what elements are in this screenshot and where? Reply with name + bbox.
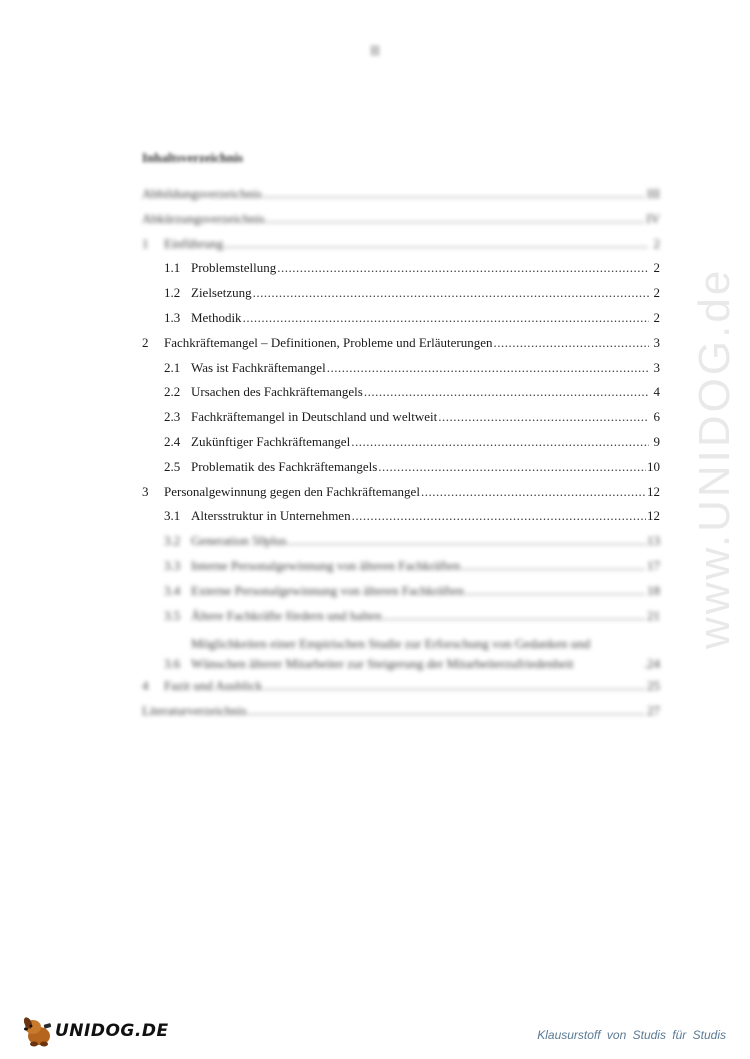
dot-leader [266,207,646,232]
toc-entry-page: 2 [653,285,660,301]
toc-entry-title: Altersstruktur in Unternehmen [191,508,351,524]
dot-leader [224,232,649,257]
toc-entry-number: 4 [142,678,149,694]
toc-entry [142,699,660,724]
toc-entry [142,430,660,455]
toc-entry [142,256,660,281]
dot-leader [248,699,646,724]
toc-entry-page: 24 [647,656,660,672]
toc-entry-page: 2 [653,235,660,251]
unidog-logo[interactable] [22,1014,169,1048]
toc-entry [142,356,660,381]
toc-entry-page: 6 [653,409,660,425]
toc-entry-number: 3.5 [164,607,181,623]
toc-entry-page: III [647,186,660,201]
toc-entry-page: 12 [647,483,660,499]
toc-entry-title: Interne Personalgewinnung von älteren Fachkräften [191,557,461,573]
toc-entry-number: 3.2 [164,533,181,549]
toc-entry-number: 3 [142,483,149,499]
footer-tagline: Klausurstoff von Studis für Studis [537,1028,726,1042]
toc-entry-title: Fachkräftemangel – Definitionen, Probleme und Erläuterungen [164,334,493,350]
toc-entry [142,579,660,604]
toc-entry [142,604,660,629]
toc-entry-page: 12 [647,508,660,524]
dot-leader [383,604,646,629]
toc-entry [142,281,660,306]
toc-entry-page: 13 [647,533,660,549]
toc-entry [142,529,660,554]
dot-leader [644,654,646,674]
toc-entry-title: Fachkräftemangel in Deutschland und weltweit [191,409,438,425]
toc-entry-title: Abkürzungsverzeichnis [142,210,265,226]
toc-entry-number: 3.6 [164,656,181,672]
dot-leader [277,256,649,281]
toc-entry [142,480,660,505]
toc-entry-title: Problemstellung [191,260,277,276]
toc-entry-title: Was ist Fachkräftemangel [191,359,326,375]
toc-entry-title: Ursachen des Fachkräftemangels [191,384,363,400]
toc-entry [142,455,660,480]
toc-entry-number: 2.4 [164,433,181,449]
toc-entry [142,405,660,430]
toc-entry [142,628,660,674]
toc-entry-page: 17 [647,557,660,573]
toc-entry-title: Zukünftiger Fachkräftemangel [191,433,351,449]
dot-leader [327,356,649,381]
toc-entry-number: 1.1 [164,260,181,276]
toc-entry [142,207,660,232]
toc-entry [142,232,660,257]
dot-leader [263,182,646,207]
toc-entry-number: 1 [142,235,149,251]
toc-entry-number: 3.3 [164,557,181,573]
toc-entry-title: Ältere Fachkräfte fördern und halten [191,607,382,623]
dot-leader [253,281,649,306]
toc-entry-page: 9 [653,433,660,449]
table-of-contents [142,182,660,724]
toc-entry-title: Methodik [191,309,242,325]
toc-entry-page: 25 [647,678,660,694]
toc-entry-title: Abbildungsverzeichnis [142,186,262,201]
toc-entry-number: 2.2 [164,384,181,400]
dot-leader [263,674,646,699]
toc-entry-title: Problematik des Fachkräftemangels [191,458,378,474]
dot-leader [494,331,649,356]
dot-leader [421,480,646,505]
dot-leader [465,579,646,604]
toc-entry-title: Einführung [164,235,224,251]
toc-entry-number: 2 [142,334,149,350]
toc-entry-title: Externe Personalgewinnung von älteren Fachkräften [191,582,464,598]
toc-entry [142,504,660,529]
toc-entry-number: 3.4 [164,582,181,598]
toc-entry-page: 2 [653,309,660,325]
toc-entry [142,306,660,331]
toc-title: Inhaltsverzeichnis [142,150,244,165]
toc-entry-number: 1.2 [164,285,181,301]
toc-entry [142,182,660,207]
toc-entry [142,674,660,699]
toc-entry-page: 21 [647,607,660,623]
dot-leader [378,455,646,480]
toc-entry-page: 2 [653,260,660,276]
toc-entry [142,331,660,356]
toc-entry [142,554,660,579]
page-number: II [370,44,380,59]
toc-entry [142,380,660,405]
toc-entry-title: Fazit und Ausblick [164,678,263,694]
toc-entry-title: Zielsetzung [191,285,252,301]
toc-entry-page: IV [646,210,660,226]
watermark: www.UNIDOG.de [690,267,739,649]
dot-leader [352,504,646,529]
toc-entry-number: 1.3 [164,309,181,325]
dot-leader [351,430,649,455]
toc-entry-number: 2.1 [164,359,181,375]
toc-entry-page: 3 [653,359,660,375]
toc-entry-page: 10 [647,458,660,474]
toc-entry-page: 27 [647,703,660,719]
toc-entry-title: Generation 50plus [191,533,287,549]
dot-leader [364,380,649,405]
toc-entry-page: 18 [647,582,660,598]
dot-leader [438,405,649,430]
toc-entry-title: Möglichkeiten einer Empirischen Studie zur Erforschung von Gedanken und Wünschen älterer Mitarbeiter zur Steigerung der Mitarbeiterzufriedenheit [191,636,591,672]
toc-entry-page: 4 [653,384,660,400]
toc-entry-title: Literaturverzeichnis [142,703,247,719]
toc-entry-number: 2.5 [164,458,181,474]
toc-entry-number: 3.1 [164,508,181,524]
toc-entry-number: 2.3 [164,409,181,425]
dot-leader [461,554,646,579]
dot-leader [288,529,646,554]
logo-text: UNIDOG.DE [55,1021,169,1041]
dot-leader [243,306,649,331]
toc-entry-page: 3 [653,334,660,350]
toc-entry-title: Personalgewinnung gegen den Fachkräftemangel [164,483,420,499]
dog-mascot-icon [22,1014,58,1048]
